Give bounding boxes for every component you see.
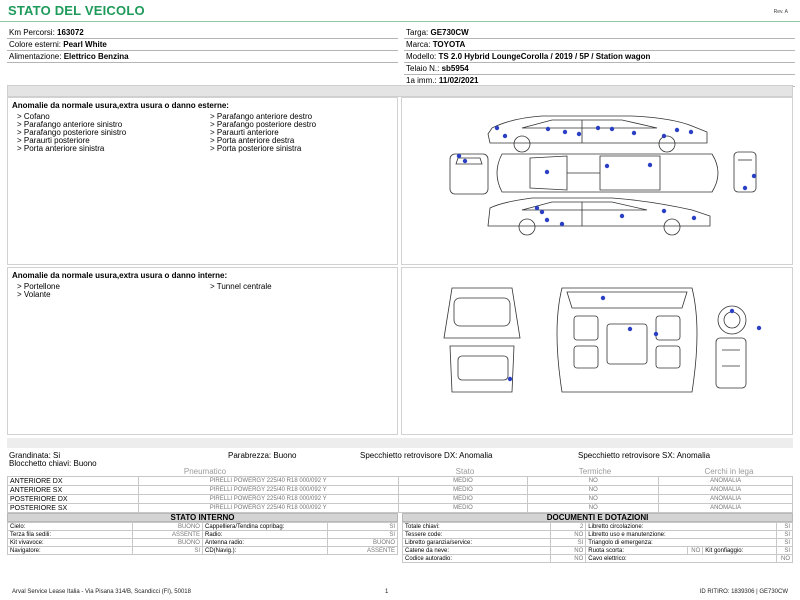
internal-damage-list-col1 [17,283,60,299]
list-item: > Tunnel centrale [210,282,272,291]
damage-marker [620,214,624,218]
damage-marker [689,130,693,134]
list-item: > Porta anteriore sinistra [17,144,105,153]
damage-marker [503,134,507,138]
damage-marker [601,296,605,300]
damage-marker [654,332,658,336]
grandinata-status: Grandinata: Si [9,451,61,460]
tyres-header-stato: Stato [455,467,475,476]
table-row: Libretto garanzia/service: SI Triangolo di emergenza: SI [403,539,793,547]
table-row: Navigatore: SI CD(Navig.): ASSENTE [8,547,398,555]
damage-marker [692,216,696,220]
info-marca: Marca: TOYOTA [404,39,795,51]
damage-marker [596,126,600,130]
tyres-header-cerchi: Cerchi in lega [704,467,754,476]
damage-marker [662,134,666,138]
damage-marker [743,186,747,190]
damage-marker [610,127,614,131]
section-band [7,85,793,97]
list-item: > Parafango posteriore sinistro [17,128,127,137]
damage-marker [563,130,567,134]
info-immatricolazione: 1a imm.: 11/02/2021 [404,75,795,87]
table-row: Terza fila sedili: ASSENTE Radio: SI [8,531,398,539]
damage-marker [535,206,539,210]
list-item: > Paraurti anteriore [210,128,279,137]
tyres-header-pneumatico: Pneumatico [183,467,227,476]
list-item: > Parafango anteriore sinistro [17,120,123,129]
info-colore: Colore esterni: Pearl White [7,39,398,51]
footer-id: ID RITIRO: 1839306 | GE730CW [699,589,788,595]
vehicle-info-left [7,27,398,63]
damage-marker [495,126,499,130]
external-damage-heading: Anomalie da normale usura,extra usura o danno esterne: [12,101,229,110]
internal-car-diagram [402,268,794,436]
header-divider [0,21,800,22]
table-row: ANTERIORE SX PIRELLI POWERGY 225/40 R18 000/092 Y MEDIO NO ANOMALIA [8,486,793,495]
damage-marker [463,159,467,163]
list-item: > Porta anteriore destra [210,136,295,145]
list-item: > Parafango anteriore destro [210,112,313,121]
internal-damage-list-col2 [210,283,272,291]
info-modello: Modello: TS 2.0 Hybrid LoungeCorolla / 2019 / 5P / Station wagon [404,51,795,63]
damage-marker [577,132,581,136]
table-row: Cielo: BUONO Cappelliera/Tendina copribag: SI [8,523,398,531]
revision-label: Rev. A [773,9,788,15]
specchietto-dx-status: Specchietto retrovisore DX: Anomalia [360,451,493,460]
damage-marker [730,309,734,313]
stato-interno-table [7,522,398,555]
tyres-table [7,476,793,513]
documenti-title: DOCUMENTI E DOTAZIONI [402,513,793,522]
damage-marker [605,164,609,168]
damage-marker [648,163,652,167]
tyres-header-termiche: Termiche [578,467,612,476]
list-item: > Cofano [17,112,50,121]
internal-car-diagram-panel [401,267,793,435]
damage-marker [546,127,550,131]
footer-company: Arval Service Lease Italia - Via Pisana 314/B, Scandicci (FI), 50018 [12,589,191,595]
info-targa: Targa: GE730CW [404,27,795,39]
external-car-diagram [402,98,794,266]
documenti-table [402,522,793,563]
external-damage-list-col1 [17,113,126,153]
list-item: > Porta posteriore sinistra [210,144,302,153]
status-band [7,438,793,448]
info-alimentazione: Alimentazione: Elettrico Benzina [7,51,398,63]
damage-marker [752,174,756,178]
parabrezza-status: Parabrezza: Buono [228,451,297,460]
external-damage-panel [7,97,398,265]
list-item: > Volante [17,290,51,299]
damage-marker [545,218,549,222]
damage-marker [508,377,512,381]
damage-marker [662,209,666,213]
damage-marker [632,131,636,135]
info-telaio: Telaio N.: sb5954 [404,63,795,75]
table-row: Catene da neve: NO Ruota scorta: NO Kit gonfiaggio: SI [403,547,793,555]
table-row: Totale chiavi: 2 Libretto circolazione: SI [403,523,793,531]
list-item: > Parafango posteriore destro [210,120,317,129]
damage-marker [545,170,549,174]
table-row: ANTERIORE DX PIRELLI POWERGY 225/40 R18 000/092 Y MEDIO NO ANOMALIA [8,477,793,486]
internal-damage-panel [7,267,398,435]
stato-interno-title: STATO INTERNO [7,513,398,522]
specchietto-sx-status: Specchietto retrovisore SX: Anomalia [578,451,711,460]
damage-marker [540,210,544,214]
vehicle-info-right [404,27,795,87]
list-item: > Paraurti posteriore [17,136,90,145]
damage-marker [757,326,761,330]
list-item: > Portellone [17,282,60,291]
external-damage-list-col2 [210,113,316,153]
page-title: STATO DEL VEICOLO [8,3,145,18]
damage-marker [560,222,564,226]
table-row: Codice autoradio: NO Cavo elettrico: NO [403,555,793,563]
table-row: Kit vivavoce: BUONO Antenna radio: BUONO [8,539,398,547]
footer-page-number: 1 [385,589,389,595]
blocchetto-status: Blocchetto chiavi: Buono [9,459,97,468]
damage-marker [675,128,679,132]
table-row: Tessere code: NO Libretto uso e manutenzione: SI [403,531,793,539]
damage-marker [628,327,632,331]
info-km: Km Percorsi: 163072 [7,27,398,39]
damage-marker [457,154,461,158]
table-row: POSTERIORE SX PIRELLI POWERGY 225/40 R18 000/092 Y MEDIO NO ANOMALIA [8,504,793,513]
table-row: POSTERIORE DX PIRELLI POWERGY 225/40 R18 000/092 Y MEDIO NO ANOMALIA [8,495,793,504]
external-car-diagram-panel [401,97,793,265]
internal-damage-heading: Anomalie da normale usura,extra usura o danno interne: [12,271,228,280]
